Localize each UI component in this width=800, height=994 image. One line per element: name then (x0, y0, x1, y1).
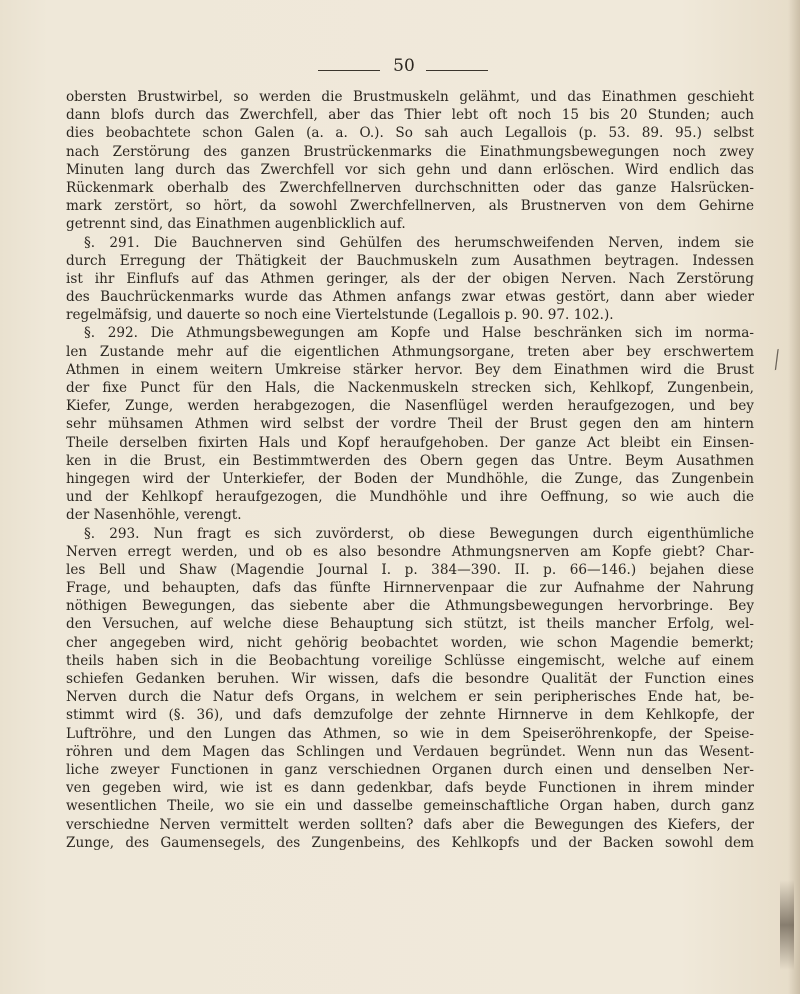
text-line: Nerven durch die Natur defs Organs, in welchem er sein peripherisches Ende hat, be- (66, 689, 754, 706)
text-line: röhren und dem Magen das Schlingen und Verdauen begründet. Wenn nun das Wesent- (66, 743, 754, 760)
text-line: theils haben sich in die Beobachtung voreilige Schlüsse eingemischt, welche auf einem (66, 652, 754, 669)
text-line: nach Zerstörung des ganzen Brustrückenmarks die Einathmungsbewegungen noch zwey (66, 143, 754, 160)
text-line: liche zweyer Functionen in ganz verschiednen Organen durch einen und denselben Ner- (66, 761, 754, 778)
header-rule-right (426, 70, 488, 71)
text-line: den Versuchen, auf welche diese Behauptung sich stützt, ist theils mancher Erfolg, wel- (66, 616, 754, 633)
text-line: Zunge, des Gaumensegels, des Zungenbeins, des Kehlkopfs und der Backen sowohl dem (66, 834, 754, 851)
text-line: len Zustande mehr auf die eigentlichen Athmungsorgane, treten aber bey erschwertem (66, 343, 754, 360)
text-line: Athmen in einem weitern Umkreise stärker hervor. Bey dem Einathmen wird die Brust (66, 361, 754, 378)
text-line: dann blofs durch das Zwerchfell, aber das Thier lebt oft noch 15 bis 20 Stunden; auch (66, 107, 754, 124)
text-line: sehr mühsamen Athmen wird selbst der vordre Theil der Brust gegen den am hintern (66, 416, 754, 433)
page-number: 50 (393, 56, 415, 76)
text-line: Luftröhre, und den Lungen das Athmen, so wie in dem Speiseröhrenkopfe, der Speise- (66, 725, 754, 742)
text-line: Kiefer, Zunge, werden herabgezogen, die Nasenflügel werden heraufgezogen, und bey (66, 398, 754, 415)
page-stain (780, 880, 794, 970)
text-line: cher angegeben wird, nicht gehörig beobachtet worden, wie schon Magendie bemerkt; (66, 634, 754, 651)
margin-pencil-mark: ╱ (769, 348, 785, 371)
text-line: ven gegeben wird, wie ist es dann gedenkbar, dafs beyde Functionen in ihrem minder (66, 780, 754, 797)
text-line: dies beobachtete schon Galen (a. a. O.). So sah auch Legallois (p. 53. 89. 95.) selbst (66, 125, 754, 142)
body-text (66, 88, 754, 852)
text-line: und der Kehlkopf heraufgezogen, die Mundhöhle und ihre Oeffnung, so wie auch die (66, 489, 754, 506)
text-line: regelmäfsig, und dauerte so noch eine Viertelstunde (Legallois p. 90. 97. 102.). (66, 307, 614, 324)
text-line: schiefen Gedanken beruhen. Wir wissen, dafs die besondre Qualität der Function eines (66, 671, 754, 687)
text-line: §. 292. Die Athmungsbewegungen am Kopfe und Halse beschränken sich im norma- (84, 325, 754, 342)
text-line: ken in die Brust, ein Bestimmtwerden des Obern gegen das Untre. Beym Ausathmen (66, 452, 754, 469)
text-line: nöthigen Bewegungen, das siebente aber die Athmungsbewegungen hervorbringe. Bey (66, 598, 754, 615)
page-edge-shadow (788, 0, 800, 994)
page-header (0, 52, 800, 82)
text-line: Minuten lang durch das Zwerchfell vor sich gehn und dann erlöschen. Wird endlich das (66, 161, 754, 178)
text-line: der Nasenhöhle, verengt. (66, 507, 242, 524)
text-line: wesentlichen Theile, wo sie ein und dasselbe gemeinschaftliche Organ haben, durch ganz (66, 798, 754, 815)
text-line: des Bauchrückenmarks wurde das Athmen anfangs zwar etwas gestört, dann aber wieder (66, 289, 754, 306)
text-line: mark zerstört, so hört, da sowohl Zwerchfellnerven, als Brustnerven von dem Gehirne (66, 198, 754, 215)
text-line: Rückenmark oberhalb des Zwerchfellnerven durchschnitten oder das ganze Halsrücken- (66, 179, 754, 196)
header-rule-left (318, 70, 380, 71)
text-line: §. 291. Die Bauchnerven sind Gehülfen des herumschweifenden Nerven, indem sie (84, 234, 754, 251)
text-line: Frage, und behaupten, dafs das fünfte Hirnnervenpaar die zur Aufnahme der Nahrung (66, 580, 754, 597)
text-line: getrennt sind, das Einathmen augenblicklich auf. (66, 216, 406, 233)
text-line: obersten Brustwirbel, so werden die Brustmuskeln gelähmt, und das Einathmen geschieht (66, 89, 754, 105)
text-line: durch Erregung der Thätigkeit der Bauchmuskeln zum Ausathmen beytragen. Indessen (66, 252, 754, 269)
text-line: verschiedne Nerven vermittelt werden sollten? dafs aber die Bewegungen des Kiefers, der (66, 816, 754, 833)
text-line: der fixe Punct für den Hals, die Nackenmuskeln strecken sich, Kehlkopf, Zungenbein, (66, 380, 754, 396)
text-line: Nerven erregt werden, und ob es also besondre Athmungsnerven am Kopfe giebt? Char- (66, 543, 754, 560)
text-line: ist ihr Einflufs auf das Athmen geringer, als der der obigen Nerven. Nach Zerstörung (66, 270, 754, 287)
text-line: hingegen wird der Unterkiefer, der Boden der Mundhöhle, die Zunge, das Zungenbein (66, 470, 754, 487)
text-line: Theile derselben fixirten Hals und Kopf heraufgehoben. Der ganze Act bleibt ein Einsen- (66, 434, 754, 451)
text-line: §. 293. Nun fragt es sich zuvörderst, ob diese Bewegungen durch eigenthümliche (84, 525, 754, 542)
text-line: stimmt wird (§. 36), und dafs demzufolge der zehnte Hirnnerve in dem Kehlkopfe, der (66, 707, 754, 724)
text-line: les Bell und Shaw (Magendie Journal I. p. 384—390. II. p. 66—146.) bejahen diese (66, 561, 754, 578)
